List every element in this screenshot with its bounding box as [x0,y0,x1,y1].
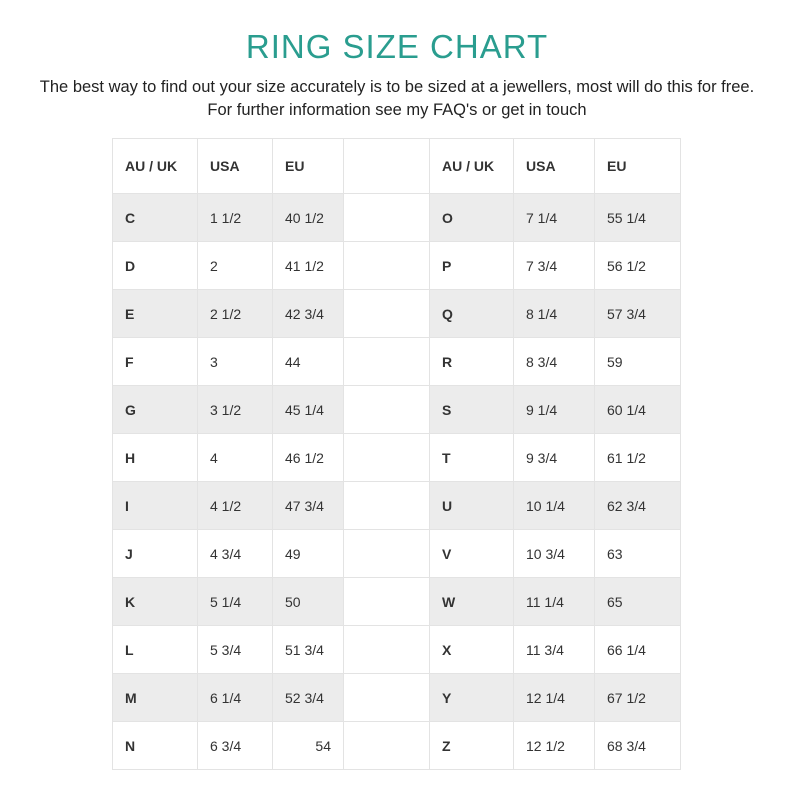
cell-left-usa: 3 [198,338,273,386]
cell-left-au-uk: C [113,194,198,242]
cell-gap [344,722,430,770]
cell-left-au-uk: N [113,722,198,770]
cell-right-au-uk: Y [430,674,514,722]
cell-left-usa: 6 3/4 [198,722,273,770]
cell-left-eu: 51 3/4 [273,626,344,674]
cell-right-eu: 60 1/4 [595,386,681,434]
cell-left-eu: 46 1/2 [273,434,344,482]
table-row [113,530,681,578]
table-row [113,578,681,626]
cell-right-au-uk: W [430,578,514,626]
cell-gap [344,290,430,338]
cell-left-eu: 45 1/4 [273,386,344,434]
table-row [113,194,681,242]
cell-right-eu: 66 1/4 [595,626,681,674]
cell-right-au-uk: S [430,386,514,434]
cell-left-au-uk: M [113,674,198,722]
cell-right-au-uk: Z [430,722,514,770]
header-au-uk-right: AU / UK [430,139,514,194]
header-eu-right: EU [595,139,681,194]
cell-right-usa: 11 3/4 [514,626,595,674]
table-body [113,194,681,770]
cell-gap [344,338,430,386]
cell-gap [344,242,430,290]
intro-text: The best way to find out your size accurately is to be sized at a jewellers, most will do this for free. For further information see my FAQ's or get in touch [39,78,755,119]
cell-left-usa: 5 3/4 [198,626,273,674]
cell-right-au-uk: O [430,194,514,242]
cell-right-usa: 9 1/4 [514,386,595,434]
cell-gap [344,386,430,434]
cell-gap [344,482,430,530]
cell-right-eu: 61 1/2 [595,434,681,482]
cell-right-usa: 10 1/4 [514,482,595,530]
cell-left-au-uk: E [113,290,198,338]
cell-right-usa: 7 3/4 [514,242,595,290]
cell-right-usa: 12 1/4 [514,674,595,722]
cell-left-au-uk: G [113,386,198,434]
cell-gap [344,194,430,242]
cell-left-usa: 1 1/2 [198,194,273,242]
ring-size-table [112,138,681,770]
cell-right-au-uk: P [430,242,514,290]
cell-right-au-uk: V [430,530,514,578]
cell-right-eu: 59 [595,338,681,386]
cell-right-eu: 55 1/4 [595,194,681,242]
cell-right-usa: 11 1/4 [514,578,595,626]
cell-left-usa: 4 [198,434,273,482]
cell-left-au-uk: H [113,434,198,482]
cell-left-au-uk: I [113,482,198,530]
cell-right-au-uk: X [430,626,514,674]
page-title: RING SIZE CHART [245,28,549,65]
table-row [113,338,681,386]
cell-right-usa: 10 3/4 [514,530,595,578]
cell-left-usa: 2 [198,242,273,290]
cell-right-usa: 7 1/4 [514,194,595,242]
cell-left-eu: 41 1/2 [273,242,344,290]
table-row [113,386,681,434]
header-eu-left: EU [273,139,344,194]
cell-left-usa: 3 1/2 [198,386,273,434]
cell-left-usa: 4 3/4 [198,530,273,578]
cell-gap [344,434,430,482]
cell-left-au-uk: D [113,242,198,290]
cell-left-au-uk: J [113,530,198,578]
cell-gap [344,626,430,674]
cell-right-au-uk: Q [430,290,514,338]
cell-left-eu: 52 3/4 [273,674,344,722]
cell-right-au-uk: R [430,338,514,386]
table-row [113,722,681,770]
cell-right-eu: 62 3/4 [595,482,681,530]
cell-left-usa: 4 1/2 [198,482,273,530]
header-usa-right: USA [514,139,595,194]
cell-gap [344,578,430,626]
cell-left-usa: 6 1/4 [198,674,273,722]
table-row [113,434,681,482]
cell-gap [344,674,430,722]
table-row [113,482,681,530]
cell-left-eu: 44 [273,338,344,386]
cell-right-eu: 67 1/2 [595,674,681,722]
cell-left-eu: 42 3/4 [273,290,344,338]
cell-left-eu: 50 [273,578,344,626]
cell-right-eu: 56 1/2 [595,242,681,290]
cell-left-au-uk: F [113,338,198,386]
cell-right-eu: 68 3/4 [595,722,681,770]
cell-left-au-uk: K [113,578,198,626]
cell-left-eu: 49 [273,530,344,578]
table-row [113,242,681,290]
cell-right-usa: 8 1/4 [514,290,595,338]
cell-left-eu: 40 1/2 [273,194,344,242]
cell-right-eu: 65 [595,578,681,626]
cell-gap [344,530,430,578]
cell-right-usa: 8 3/4 [514,338,595,386]
cell-right-eu: 57 3/4 [595,290,681,338]
cell-left-eu: 54 [273,722,344,770]
table-row [113,626,681,674]
cell-left-au-uk: L [113,626,198,674]
cell-left-usa: 5 1/4 [198,578,273,626]
cell-left-usa: 2 1/2 [198,290,273,338]
cell-right-usa: 9 3/4 [514,434,595,482]
cell-right-au-uk: U [430,482,514,530]
table-row [113,674,681,722]
header-au-uk-left: AU / UK [113,139,198,194]
header-gap [344,139,430,194]
cell-right-usa: 12 1/2 [514,722,595,770]
table-row [113,290,681,338]
cell-right-au-uk: T [430,434,514,482]
cell-left-eu: 47 3/4 [273,482,344,530]
cell-right-eu: 63 [595,530,681,578]
table-header-row [113,139,681,194]
header-usa-left: USA [198,139,273,194]
